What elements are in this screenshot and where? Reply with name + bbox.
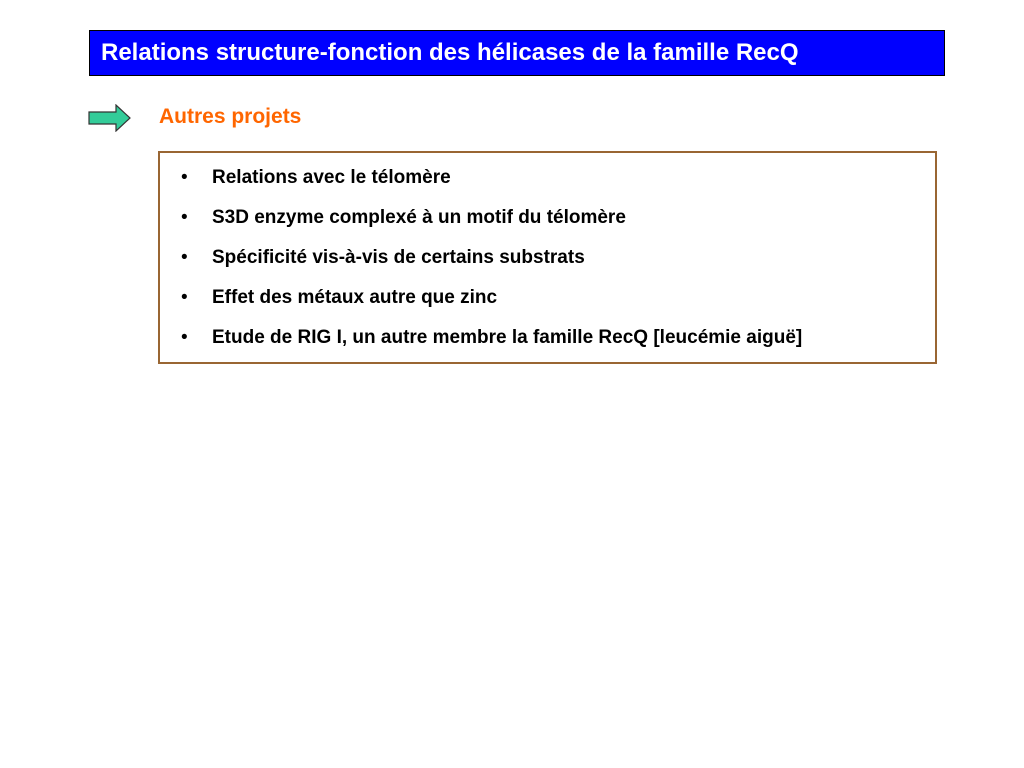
section-heading: Autres projets (159, 105, 302, 128)
list-item (181, 247, 802, 287)
bullet-text: Etude de RIG I, un autre membre la famille RecQ [leucémie aiguë] (212, 327, 803, 348)
bullet-box (158, 151, 937, 364)
bullet-text: S3D enzyme complexé à un motif du télomère (212, 207, 626, 228)
bullet-icon: • (181, 287, 188, 308)
slide-title-bar (89, 30, 945, 76)
bullet-icon: • (181, 207, 188, 228)
bullet-list (181, 167, 802, 367)
bullet-icon: • (181, 327, 188, 348)
list-item (181, 207, 802, 247)
right-arrow-icon (88, 104, 132, 132)
bullet-text: Spécificité vis-à-vis de certains substrats (212, 247, 585, 268)
list-item (181, 287, 802, 327)
list-item (181, 167, 802, 207)
bullet-icon: • (181, 247, 188, 268)
bullet-icon: • (181, 167, 188, 188)
list-item (181, 327, 802, 367)
slide-title: Relations structure-fonction des hélicases de la famille RecQ (101, 39, 799, 66)
bullet-text: Effet des métaux autre que zinc (212, 287, 498, 308)
bullet-text: Relations avec le télomère (212, 167, 451, 188)
